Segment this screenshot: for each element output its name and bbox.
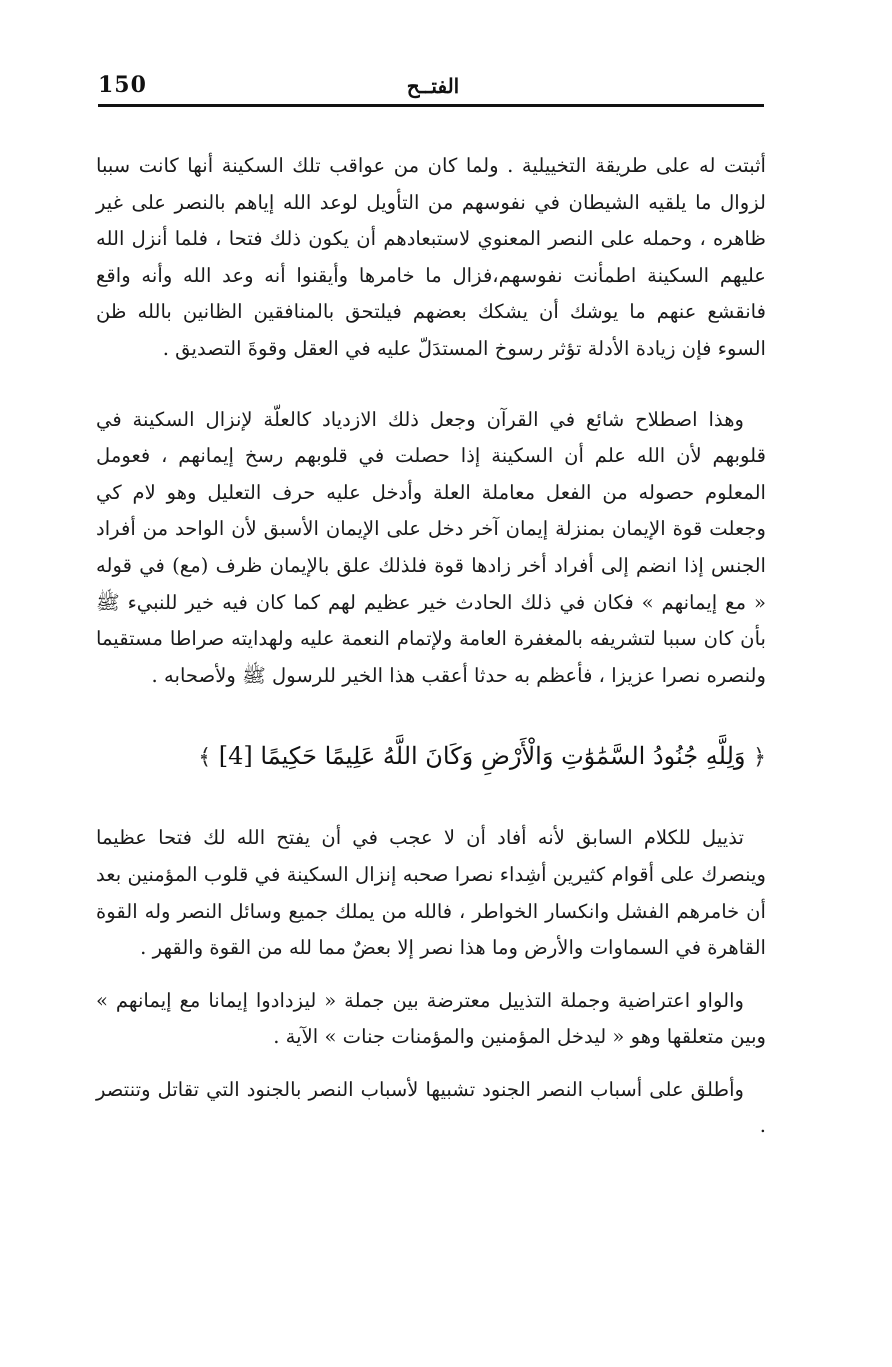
paragraph-gap <box>96 1056 766 1072</box>
paragraph-sakina: أثبتت له على طريقة التخييلية . ولما كان من عواقب تلك السكينة أنها كانت سببا لزوال ما يلقيه الشيطان في نفوسهم من التأويل لوعد الله إياهم بالنصر على غير ظاهره ، وحمله على النصر المعنوي لاستبعادهم أن يكون ذلك فتحا ، فلما أنزل الله عليهم السكينة اطمأنت نفوسهم،فزال ما خامرها وأيقنوا أنه وعد الله وأنه واقع فانقشع عنهم ما يوشك أن يشكك بعضهم فيلتحق بالمنافقين الظانين بالله ظن السوء فإن زيادة الأدلة تؤثر رسوخ المستدَلّ عليه في العقل وقوةَ التصديق . <box>96 154 766 360</box>
paragraph-junud: وأطلق على أسباب النصر الجنود تشبيها لأسباب النصر بالجنود التي تقاتل وتنتصر . <box>96 1077 766 1138</box>
quran-verse <box>96 734 766 780</box>
running-title: الفتــح <box>406 74 460 98</box>
paragraph-gap <box>96 368 766 402</box>
paragraph-waw: والواو اعتراضية وجملة التذييل معترضة بين جملة « ليزدادوا إيمانا مع إيمانهم » وبين متعلقها وهو « ليدخل المؤمنين والمؤمنات جنات » الآية . <box>96 988 766 1049</box>
paragraph-tadhyil: تذييل للكلام السابق لأنه أفاد أن لا عجب في أن يفتح الله لك فتحا عظيما وينصرك على أقوام كثيرين أشِداء نصرا صحبه إنزال السكينة في قلوب المؤمنين بعد أن خامرهم الفشل وانكسار الخواطر ، فالله من يملك جميع وسائل النصر وله القوة القاهرة في السماوات والأرض وما هذا نصر إلا بعضٌ مما لله من القوة والقهر . <box>96 826 766 960</box>
verse-close-bracket: ﴾ <box>198 745 212 771</box>
verse-open-bracket: ﴿ <box>753 745 766 771</box>
page-body <box>96 148 766 1145</box>
page-header <box>98 64 764 104</box>
paragraph-iman: وهذا اصطلاح شائع في القرآن وجعل ذلك الازدياد كالعلّة لإنزال السكينة في قلوبهم لأن الله علم أن السكينة إذا حصلت في قلوبهم رسخ إيمانهم ، فعومل المعلوم حصوله من الفعل معاملة العلة وأدخل عليه حرف التعليل وهو لام كي وجعلت قوة الإيمان بمنزلة إيمان آخر دخل على الإيمان الأسبق لأن الواحد من أفراد الجنس إذا انضم إلى أفراد أخر زادها قوة فلذلك علق بالإيمان ظرف (مع) في قوله « مع إيمانهم » فكان في ذلك الحادث خير عظيم لهم كما كان فيه خير للنبيء ﷺ بأن كان سببا لتشريفه بالمغفرة العامة ولإتمام النعمة عليه ولهدايته صراطا مستقيما ولنصره نصرا عزيزا ، فأعظم به حدثا أعقب هذا الخير للرسول ﷺ ولأصحابه . <box>96 407 766 687</box>
page-number: 150 <box>98 72 147 98</box>
verse-gap <box>96 780 766 820</box>
header-rule <box>98 104 764 107</box>
verse-gap <box>96 694 766 734</box>
paragraph-gap <box>96 967 766 983</box>
verse-text: وَلِلَّهِ جُنُودُ السَّمَٰوَٰتِ وَالْأَرْضِ وَكَانَ اللَّهُ عَلِيمًا حَكِيمًا [4] <box>218 742 746 771</box>
